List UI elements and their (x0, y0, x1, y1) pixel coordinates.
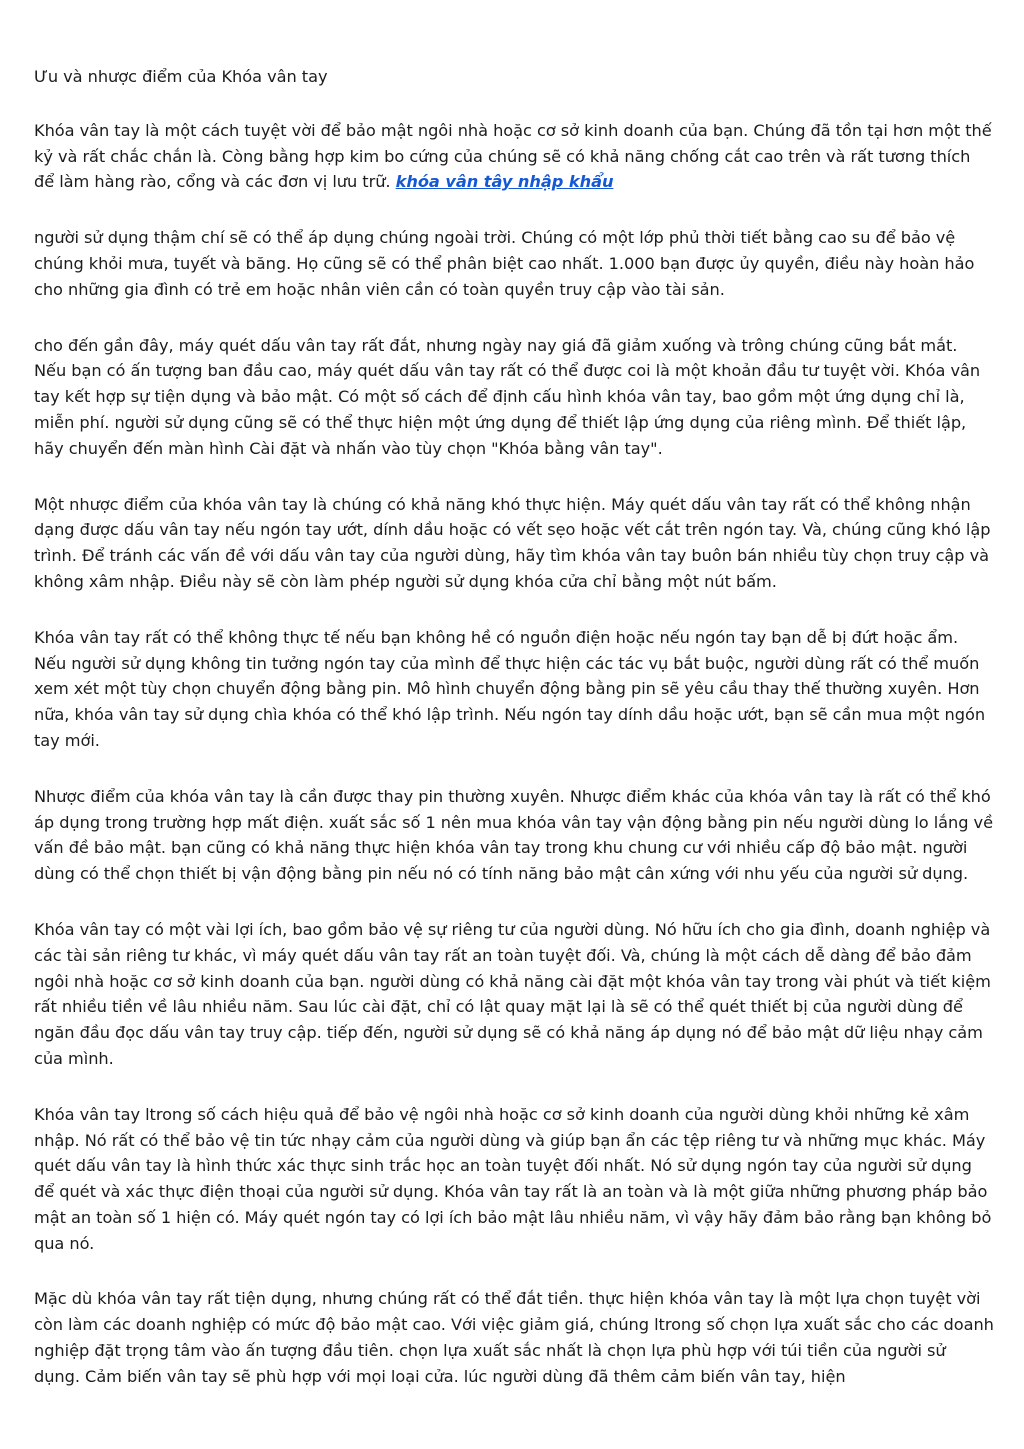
paragraph-6: Nhược điểm của khóa vân tay là cần được thay pin thường xuyên. Nhược điểm khác của khóa vân tay là rất có thể khó áp dụng trong trường hợp mất điện. xuất sắc số 1 nên mua khóa vân tay vận động bằng pin nếu người dùng lo lắng về vấn đề bảo mật. bạn cũng có khả năng thực hiện khóa vân tay trong khu chung cư với nhiều cấp độ bảo mật. người dùng có thể chọn thiết bị vận động bằng pin nếu nó có tính năng bảo mật cân xứng với nhu yếu của người sử dụng. (34, 786, 994, 884)
paragraph-2: người sử dụng thậm chí sẽ có thể áp dụng chúng ngoài trời. Chúng có một lớp phủ thời tiết bằng cao su để bảo vệ chúng khỏi mưa, tuyết và băng. Họ cũng sẽ có thể phân biệt cao nhất. 1.000 bạn được ủy quyền, điều này hoàn hảo cho những gia đình có trẻ em hoặc nhân viên cần có toàn quyền truy cập vào tài sản. (34, 228, 975, 299)
paragraph-1 (34, 118, 994, 195)
product-link[interactable]: khóa vân tây nhập khẩu (395, 172, 614, 192)
paragraph-3: cho đến gần đây, máy quét dấu vân tay rất đắt, nhưng ngày nay giá đã giảm xuống và trông chúng cũng bắt mắt. Nếu bạn có ấn tượng ban đầu cao, máy quét dấu vân tay rất có thể được coi là một khoản đầu tư tuyệt vời. Khóa vân tay kết hợp sự tiện dụng và bảo mật. Có một số cách để định cấu hình khóa vân tay, bao gồm một ứng dụng chỉ là, miễn phí. người sử dụng cũng sẽ có thể thực hiện một ứng dụng để thiết lập ứng dụng của riêng mình. Để thiết lập, hãy chuyển đến màn hình Cài đặt và nhấn vào tùy chọn "Khóa bằng vân tay". (34, 335, 981, 458)
paragraph-1-text: Khóa vân tay là một cách tuyệt vời để bảo mật ngôi nhà hoặc cơ sở kinh doanh của bạn. Chúng đã tồn tại hơn một thế kỷ và rất chắc chắn là. Còng bằng hợp kim bo cứng của chúng sẽ có khả năng chống cắt cao trên và rất tương thích để làm hàng rào, cổng và các đơn vị lưu trữ. (34, 120, 992, 192)
paragraph-4: Một nhược điểm của khóa vân tay là chúng có khả năng khó thực hiện. Máy quét dấu vân tay rất có thể không nhận dạng được dấu vân tay nếu ngón tay ướt, dính dầu hoặc có vết sẹo hoặc vết cắt trên ngón tay. Và, chúng cũng khó lập trình. Để tránh các vấn đề với dấu vân tay của người dùng, hãy tìm khóa vân tay buôn bán nhiều tùy chọn truy cập và không xâm nhập. Điều này sẽ còn làm phép người sử dụng khóa cửa chỉ bằng một nút bấm. (34, 494, 991, 591)
paragraph-7: Khóa vân tay có một vài lợi ích, bao gồm bảo vệ sự riêng tư của người dùng. Nó hữu ích cho gia đình, doanh nghiệp và các tài sản riêng tư khác, vì máy quét dấu vân tay rất an toàn tuyệt đối. Và, chúng là một cách dễ dàng để bảo đảm ngôi nhà hoặc cơ sở kinh doanh của bạn. người dùng có khả năng cài đặt một khóa vân tay trong vài phút và tiết kiệm rất nhiều tiền về lâu nhiều năm. Sau lúc cài đặt, chỉ có lật quay mặt lại là sẽ có thể quét thiết bị của người dùng để ngăn đầu đọc dấu vân tay truy cập. tiếp đến, người sử dụng sẽ có khả năng áp dụng nó để bảo mật dữ liệu nhạy cảm của mình. (34, 919, 991, 1068)
document-title: Ưu và nhược điểm của Khóa vân tay (34, 67, 328, 86)
paragraph-5: Khóa vân tay rất có thể không thực tế nếu bạn không hề có nguồn điện hoặc nếu ngón tay bạn dễ bị đứt hoặc ẩm. Nếu người sử dụng không tin tưởng ngón tay của mình để thực hiện các tác vụ bắt buộc, người dùng rất có thể muốn xem xét một tùy chọn chuyển động bằng pin. Mô hình chuyển động bằng pin sẽ yêu cầu thay thế thường xuyên. Hơn nữa, khóa vân tay sử dụng chìa khóa có thể khó lập trình. Nếu ngón tay dính dầu hoặc ướt, bạn sẽ cần mua một ngón tay mới. (34, 627, 986, 750)
paragraph-8: Khóa vân tay ltrong số cách hiệu quả để bảo vệ ngôi nhà hoặc cơ sở kinh doanh của người dùng khỏi những kẻ xâm nhập. Nó rất có thể bảo vệ tin tức nhạy cảm của người dùng và giúp bạn ẩn các tệp riêng tư và những mục khác. Máy quét dấu vân tay là hình thức xác thực sinh trắc học an toàn tuyệt đối nhất. Nó sử dụng ngón tay của người sử dụng để quét và xác thực điện thoại của người sử dụng. Khóa vân tay rất là an toàn và là một giữa những phương pháp bảo mật an toàn số 1 hiện có. Máy quét ngón tay có lợi ích bảo mật lâu nhiều năm, vì vậy hãy đảm bảo rằng bạn không bỏ qua nó. (34, 1104, 992, 1253)
document-page (34, 64, 994, 1420)
paragraph-9: Mặc dù khóa vân tay rất tiện dụng, nhưng chúng rất có thể đắt tiền. thực hiện khóa vân tay là một lựa chọn tuyệt vời còn làm các doanh nghiệp có mức độ bảo mật cao. Với việc giảm giá, chúng ltrong số chọn lựa xuất sắc cho các doanh nghiệp đặt trọng tâm vào ấn tượng đầu tiên. chọn lựa xuất sắc nhất là chọn lựa phù hợp với túi tiền của người sử dụng. Cảm biến vân tay sẽ phù hợp với mọi loại cửa. lúc người dùng đã thêm cảm biến vân tay, hiện (34, 1289, 994, 1386)
